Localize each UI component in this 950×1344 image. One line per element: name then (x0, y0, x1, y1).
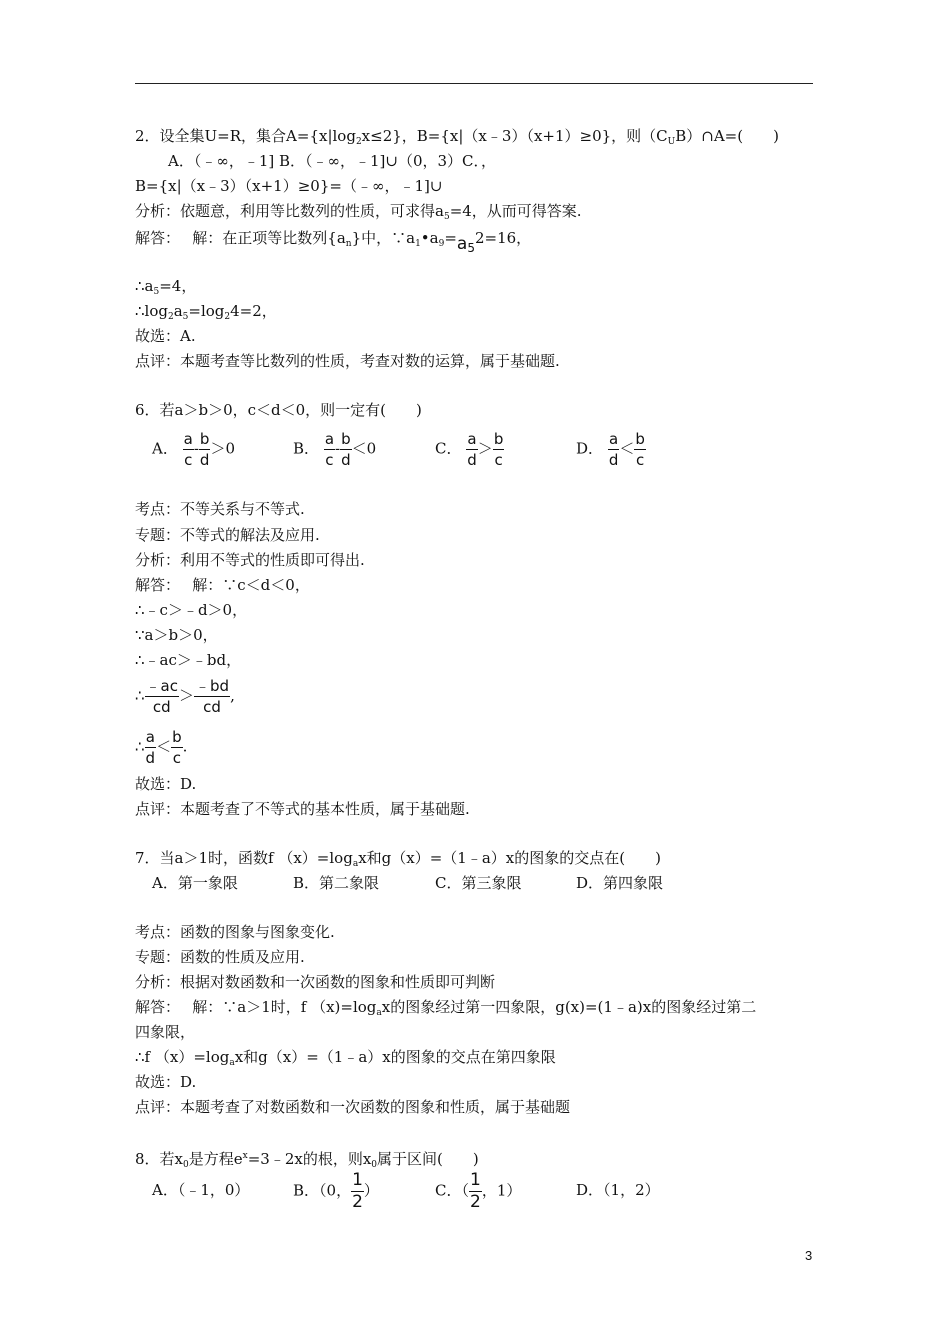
denominator: 2 (469, 1192, 481, 1212)
q7-option-c: C．第三象限 (435, 874, 522, 892)
subscript: 5 (153, 287, 160, 297)
denominator: cd (203, 698, 221, 716)
q2-step2 (135, 301, 277, 327)
operator: ＜ (619, 439, 635, 458)
therefore-symbol: ∴ (135, 737, 145, 756)
denominator: d (199, 451, 210, 469)
subscript: 5 (467, 241, 475, 255)
option-letter: D． (576, 439, 604, 458)
fraction (466, 429, 478, 470)
step-text-b: a (173, 302, 183, 320)
numerator: 1 (352, 1170, 363, 1190)
subscript: 5 (443, 212, 450, 222)
denominator: d (608, 451, 619, 469)
q6-step4 (135, 676, 235, 717)
jieda-text-b: x的图象经过第一四象限，g(x)=(1﹣a)x的图象经过第二 (381, 998, 757, 1016)
q6-option-b (293, 429, 376, 470)
numerator: b (172, 728, 182, 746)
fraction (171, 727, 183, 768)
stem-text: 7．当a＞1时，函数f （x）=log (135, 849, 353, 867)
superscript: x (242, 1151, 248, 1161)
fraction (351, 1170, 364, 1213)
q7-kaodian: 考点：函数的图象与图象变化. (135, 923, 335, 941)
numerator: a (145, 728, 155, 746)
answer-text: 解答： 解：在正项等比数列{a (135, 229, 346, 247)
answer-text-d: = (444, 229, 457, 247)
q6-kaodian: 考点：不等关系与不等式. (135, 500, 305, 518)
fraction (340, 429, 352, 470)
denominator: c (172, 749, 181, 767)
denominator: c (184, 451, 193, 469)
q6-jieda: 解答： 解：∵c＜d＜0， (135, 576, 310, 594)
header-rule (135, 83, 813, 84)
operator: ＞ (477, 439, 493, 458)
q7-zhuanti: 专题：函数的性质及应用. (135, 948, 305, 966)
fraction (145, 727, 157, 768)
subscript: 2 (224, 312, 231, 322)
q7-stem (135, 848, 661, 874)
numerator: a (183, 430, 193, 448)
denominator: c (494, 451, 503, 469)
q7-step1 (135, 1047, 556, 1073)
q8-option-d: D．（1，2） (576, 1181, 660, 1199)
option-tail: ＞0 (210, 439, 235, 458)
q7-option-d: D．第四象限 (576, 874, 664, 892)
q7-jieda-cont: 四象限， (135, 1023, 196, 1041)
q6-option-d (576, 429, 646, 470)
stem-text-b: 是方程e (188, 1150, 243, 1168)
denominator: d (341, 451, 351, 469)
q6-choice: 故选：D. (135, 775, 197, 793)
analysis-text: 分析：依题意，利用等比数列的性质，可求得a (135, 202, 444, 220)
q7-comment: 点评：本题考查了对数函数和一次函数的图象和性质，属于基础题 (135, 1098, 571, 1116)
punctuation: . (182, 737, 188, 756)
fraction (493, 429, 505, 470)
fraction (145, 676, 179, 717)
subscript: a (229, 1058, 235, 1068)
q2-choice: 故选：A. (135, 327, 196, 345)
option-text-b: ） (363, 1181, 379, 1200)
jieda-text: 解答： 解：∵a＞1时，f （x)=log (135, 998, 377, 1016)
fraction (469, 1170, 482, 1213)
step-text: ∴f （x）=log (135, 1048, 230, 1066)
option-text: B．（0， (293, 1181, 352, 1200)
subscript: n (345, 239, 352, 249)
subscript: 9 (438, 239, 445, 249)
q6-step1: ∴﹣c＞﹣d＞0， (135, 601, 248, 619)
option-letter: A． (152, 439, 178, 458)
denominator: d (145, 749, 156, 767)
q2-stem (135, 126, 779, 152)
subscript: a (352, 859, 359, 869)
numerator: ﹣ac (145, 677, 178, 695)
q6-zhuanti: 专题：不等式的解法及应用. (135, 526, 320, 544)
subscript: 0 (371, 1160, 378, 1170)
q8-option-b (293, 1170, 379, 1213)
operator: - (335, 439, 341, 458)
a5-letter: a (456, 234, 468, 254)
q7-option-b: B．第二象限 (293, 874, 380, 892)
q6-comment: 点评：本题考查了不等式的基本性质，属于基础题. (135, 800, 470, 818)
subscript: 1 (415, 239, 421, 249)
step-text: ∴log (135, 302, 168, 320)
q2-analysis (135, 201, 582, 227)
q2-options: A．（﹣∞，﹣1] B．（﹣∞，﹣1]∪（0，3）C．， (168, 152, 497, 170)
numerator: a (608, 430, 619, 448)
option-text: C．（ (435, 1181, 469, 1200)
fraction (183, 429, 194, 470)
denominator: c (325, 451, 334, 469)
subscript: 5 (182, 312, 189, 322)
step-text: ∴a (135, 277, 154, 295)
step-text-c: =log (188, 302, 225, 320)
q6-option-a (152, 429, 235, 470)
q2-answer (135, 228, 531, 254)
subscript: U (667, 137, 676, 147)
stem-text-c: =3﹣2x的根，则x (247, 1150, 372, 1168)
q6-stem: 6．若a＞b＞0，c＜d＜0，则一定有( ) (135, 401, 422, 419)
q2-stem-text-b: x≤2}，B={x|（x﹣3）（x+1）≥0}，则（C (361, 127, 668, 145)
q2-stem-text-c: B）∩A=( ) (675, 127, 779, 145)
numerator: b (199, 430, 210, 448)
punctuation: , (230, 686, 235, 705)
denominator: c (636, 451, 645, 469)
numerator: b (493, 430, 504, 448)
q2-step1 (135, 276, 196, 302)
fraction (608, 429, 620, 470)
numerator: ﹣bd (195, 677, 230, 695)
subscript: 2 (167, 312, 174, 322)
q6-option-c (435, 429, 504, 470)
fraction (324, 429, 335, 470)
subscript: a (376, 1008, 382, 1018)
q6-fenxi: 分析：利用不等式的性质即可得出. (135, 551, 365, 569)
step-text-b: =4， (159, 277, 197, 295)
option-tail: ＜0 (351, 439, 377, 458)
numerator: 1 (469, 1170, 481, 1190)
fraction (199, 429, 211, 470)
option-letter: C． (435, 439, 462, 458)
stem-text: 8．若x (135, 1150, 184, 1168)
subscript: 2 (355, 137, 362, 147)
subscript: 0 (183, 1160, 189, 1170)
q2-b-line: B={x|（x﹣3）（x+1）≥0}=（﹣∞，﹣1]∪ (135, 177, 443, 195)
stem-text-b: x和g（x）=（1﹣a）x的图象的交点在( ) (358, 849, 661, 867)
q7-choice: 故选：D. (135, 1073, 197, 1091)
option-letter: B． (293, 439, 320, 458)
q8-option-c (435, 1170, 521, 1213)
q7-option-a: A．第一象限 (152, 874, 238, 892)
answer-text-e: 2=16， (474, 229, 532, 247)
answer-text-c: •a (420, 229, 439, 247)
q7-fenxi: 分析：根据对数函数和一次函数的图象和性质即可判断 (135, 973, 496, 991)
step-text-b: x和g（x）=（1﹣a）x的图象的交点在第四象限 (234, 1048, 556, 1066)
operator: - (193, 439, 199, 458)
denominator: d (467, 451, 477, 469)
denominator: 2 (352, 1192, 363, 1212)
stem-text-d: 属于区间( ) (377, 1150, 479, 1168)
page-number: 3 (805, 1248, 813, 1263)
q6-step2: ∵a＞b＞0， (135, 626, 218, 644)
numerator: a (467, 430, 477, 448)
q7-jieda (135, 997, 756, 1023)
q6-step3: ∴﹣ac＞﹣bd， (135, 651, 242, 669)
operator: ＞ (179, 686, 195, 705)
a5-symbol (457, 234, 475, 254)
answer-text-b: }中，∵a (351, 229, 416, 247)
q6-step5 (135, 727, 187, 768)
therefore-symbol: ∴ (135, 686, 145, 705)
operator: ＜ (156, 737, 172, 756)
q2-comment: 点评：本题考查等比数列的性质，考查对数的运算，属于基础题. (135, 352, 560, 370)
option-text-b: ，1） (481, 1181, 522, 1200)
numerator: b (635, 430, 645, 448)
numerator: a (324, 430, 335, 448)
numerator: b (341, 430, 351, 448)
q2-stem-text: 2．设全集U=R，集合A={x|log (135, 127, 356, 145)
denominator: cd (152, 698, 171, 716)
fraction (634, 429, 646, 470)
analysis-text-b: =4，从而可得答案. (449, 202, 582, 220)
q8-option-a: A．（﹣1，0） (152, 1181, 250, 1199)
step-text-d: 4=2， (230, 302, 277, 320)
fraction (194, 676, 230, 717)
